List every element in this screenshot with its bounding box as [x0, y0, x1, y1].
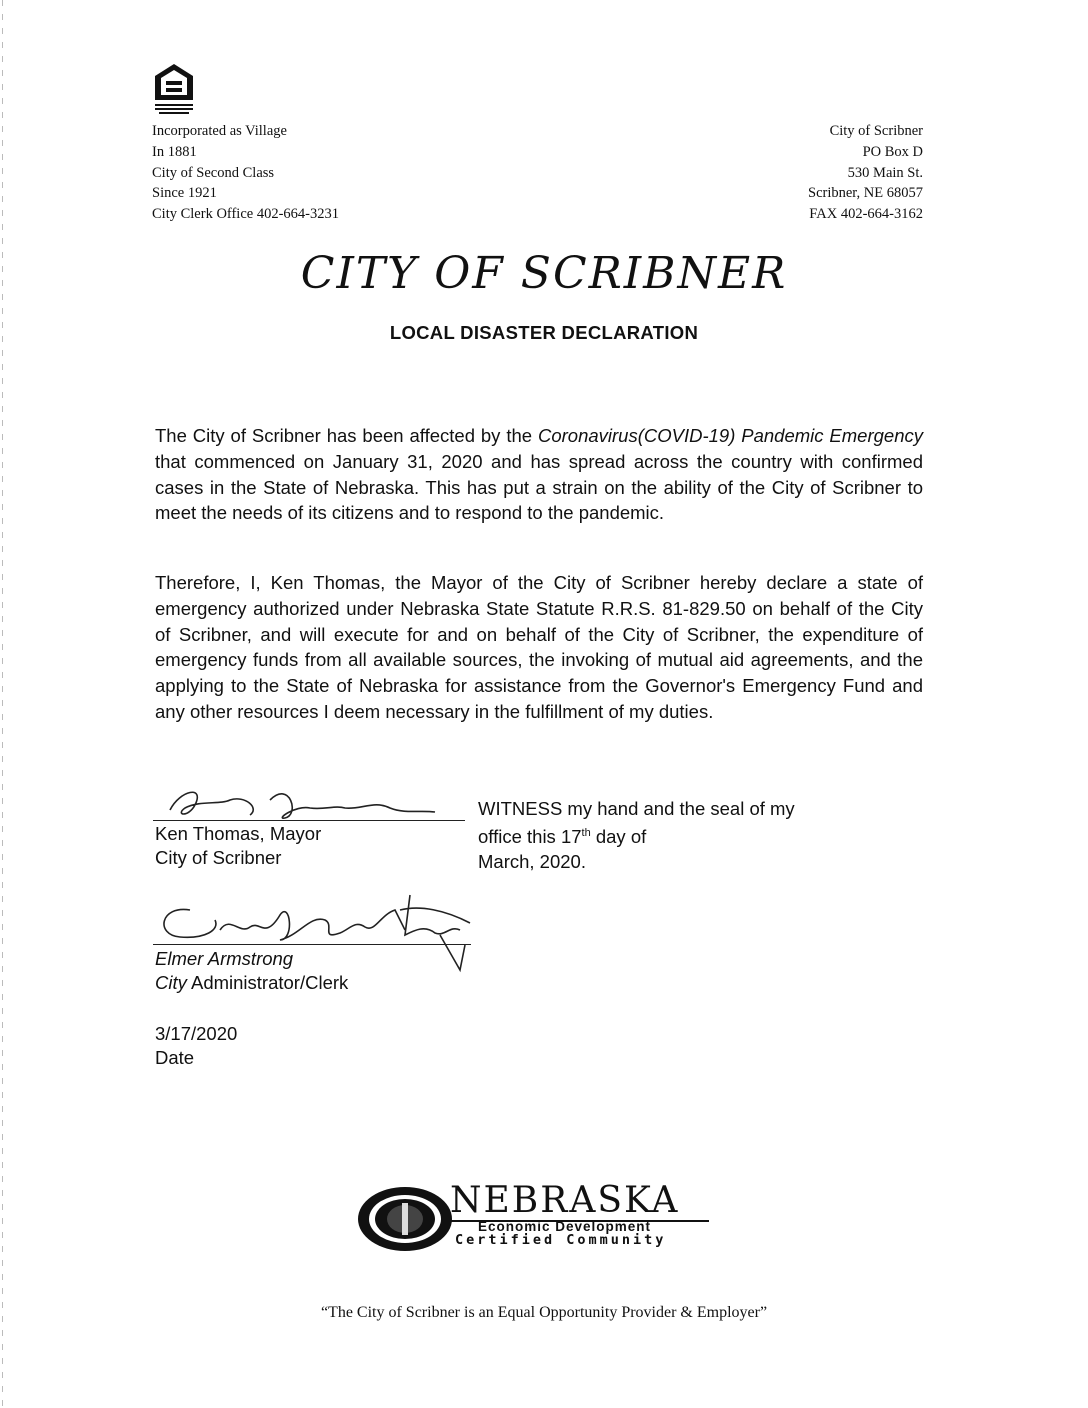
header-right-line: PO Box D: [862, 143, 923, 160]
date-value: 3/17/2020: [155, 1023, 238, 1044]
equal-housing-opportunity-icon: [153, 62, 195, 118]
paragraph-text: The City of Scribner has been affected by the: [155, 425, 538, 446]
header-right-line: 530 Main St.: [847, 164, 923, 181]
clerk-block: [155, 947, 348, 995]
mayor-block: [155, 822, 321, 870]
paragraph-emphasis: Coronavirus(COVID-19) Pandemic Emergency: [537, 425, 924, 446]
header-right-line: Scribner, NE 68057: [808, 185, 923, 202]
witness-line: [478, 821, 795, 849]
header-right-line: FAX 402-664-3162: [809, 206, 923, 223]
date-block: [155, 1022, 237, 1070]
nebraska-subtitle: Economic Development: [478, 1219, 652, 1234]
mayor-signature: [150, 770, 440, 830]
witness-superscript: th: [581, 827, 591, 839]
header-left-line: In 1881: [152, 143, 197, 160]
header-left-line: Since 1921: [152, 185, 217, 202]
nebraska-subtitle: Certified Community: [455, 1232, 667, 1248]
header-right-address: [808, 121, 923, 225]
mayor-org: City of Scribner: [155, 847, 282, 868]
paragraph-text: that commenced on January 31, 2020 and has spread across the country with confirmed cases in the State of Nebraska. This has put a strain on the ability of the City of Scribner to meet the needs of its citizens and to respond to the pandemic.: [155, 450, 923, 524]
witness-line: WITNESS my hand and the seal of my: [478, 798, 795, 819]
witness-line: March, 2020.: [478, 851, 586, 873]
header-left-line: Incorporated as Village: [152, 123, 287, 139]
signature-line: [153, 820, 465, 821]
paragraph-declaration: Therefore, I, Ken Thomas, the Mayor of the City of Scribner hereby declare a state of emergency authorized under Nebraska State Statute R.R.S. 81-829.50 on behalf of the City of Scribner, and will execute for and on behalf of the City of Scribner, the expenditure of emergency funds from all available sources, the invoking of mutual aid agreements, and the applying to the State of Nebraska for assistance from the Governor's Emergency Fund and any other resources I deem necessary in the fulfillment of my duties.: [155, 572, 923, 722]
signature-line: [153, 944, 471, 945]
mayor-name: Ken Thomas, Mayor: [155, 823, 322, 844]
header-left-info: [152, 121, 339, 225]
clerk-title: [155, 971, 348, 995]
paragraph-impact: [155, 423, 923, 526]
header-left-line: City Clerk Office 402-664-3231: [152, 206, 339, 223]
witness-text: office this 17: [478, 826, 582, 848]
clerk-title-part: City: [155, 972, 187, 993]
document-heading: LOCAL DISASTER DECLARATION: [389, 322, 699, 343]
witness-text: day of: [590, 826, 647, 848]
clerk-title-part: Administrator/Clerk: [186, 972, 349, 993]
city-title: CITY OF SCRIBNER: [300, 248, 788, 299]
nebraska-wordmark: NEBRASKA: [450, 1180, 680, 1221]
scan-edge-mark: [2, 0, 3, 1408]
date-label: Date: [155, 1047, 195, 1068]
witness-block: [478, 796, 795, 874]
header-right-line: City of Scribner: [829, 123, 923, 139]
footer-statement: “The City of Scribner is an Equal Opportunity Provider & Employer”: [320, 1304, 768, 1321]
header-left-line: City of Second Class: [152, 164, 275, 181]
clerk-name: Elmer Armstrong: [155, 948, 294, 969]
